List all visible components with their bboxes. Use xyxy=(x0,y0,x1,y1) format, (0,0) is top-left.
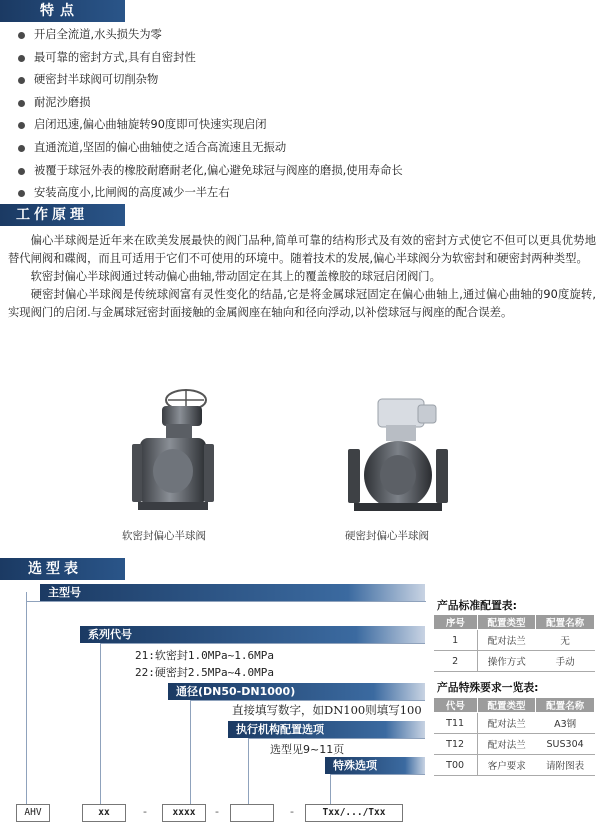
series-code-ribbon: 系列代号 xyxy=(80,626,425,643)
bullet-icon xyxy=(18,168,25,175)
selection-title: 选型表 xyxy=(28,561,82,577)
code-box-diameter: xxxx xyxy=(162,804,206,822)
features-title: 特点 xyxy=(40,3,80,19)
code-box-series: xx xyxy=(82,804,126,822)
principle-text xyxy=(8,232,596,322)
table-header-row: 序号 配置类型 配置名称 xyxy=(434,615,595,630)
feature-item: 安装高度小,比闸阀的高度减少一半左右 xyxy=(18,182,593,205)
ribbon-underline xyxy=(100,643,425,644)
principle-paragraph: 软密封偏心半球阀通过转动偏心曲轴,带动固定在其上的覆盖橡胶的球冠启闭阀门。 xyxy=(30,270,441,283)
separator-dash: - xyxy=(215,805,219,818)
soft-seal-caption: 软密封偏心半球阀 xyxy=(122,530,206,542)
actuator-ribbon: 执行机构配置选项 xyxy=(228,721,425,738)
code-box-special: Txx/.../Txx xyxy=(305,804,403,822)
bullet-icon xyxy=(18,122,25,129)
principle-paragraph: 偏心半球阀是近年来在欧美发展最快的阀门品种,简单可靠的结构形式及有效的密封方式使它不但可以更具优势地替代闸阀和碟阀，而且可适用于它们不可使用的环境中。随着技术的发展,偏心半球阀分为软密封和硬密封两种类型。 xyxy=(8,234,596,265)
feature-item: 启闭迅速,偏心曲轴旋转90度即可快速实现启闭 xyxy=(18,114,593,137)
table-header-row: 代号 配置类型 配置名称 xyxy=(434,698,595,713)
table-row: 2 操作方式 手动 xyxy=(434,651,595,672)
principle-title: 工作原理 xyxy=(16,207,88,223)
bullet-icon xyxy=(18,77,25,84)
connector-line xyxy=(190,688,191,804)
code-box-actuator xyxy=(230,804,274,822)
actuator-note: 选型见9~11页 xyxy=(270,743,345,756)
ribbon-underline xyxy=(248,738,425,739)
ribbon-underline xyxy=(330,774,425,775)
bullet-icon xyxy=(18,190,25,197)
std-config-table xyxy=(433,614,595,672)
bullet-icon xyxy=(18,32,25,39)
std-table-title: 产品标准配置表: xyxy=(437,599,517,612)
code-box-ahv: AHV xyxy=(16,804,50,822)
table-row: T12 配对法兰 SUS304 xyxy=(434,734,595,755)
special-ribbon: 特殊选项 xyxy=(325,757,425,774)
special-config-table xyxy=(433,697,595,776)
ribbon-underline xyxy=(26,601,426,602)
ribbon-underline xyxy=(190,700,425,701)
connector-line xyxy=(100,634,101,804)
principle-paragraph: 硬密封偏心半球阀是传统球阀富有灵性变化的结晶,它是将金属球冠固定在偏心曲轴上,通过偏心曲轴的90度旋转,实现阀门的启闭.与金属球冠密封面接触的金属阀座在轴向和径向浮动,以补偿球冠与阀座的配合误差。 xyxy=(8,288,596,319)
hard-seal-caption: 硬密封偏心半球阀 xyxy=(345,530,429,542)
separator-dash: - xyxy=(290,805,294,818)
feature-item: 耐泥沙磨损 xyxy=(18,92,593,115)
bullet-icon xyxy=(18,55,25,62)
feature-list xyxy=(18,24,593,205)
diameter-note: 直接填写数字，如DN100则填写100 xyxy=(232,703,422,717)
separator-dash: - xyxy=(143,805,147,818)
feature-item: 开启全流道,水头损失为零 xyxy=(18,24,593,47)
diameter-ribbon: 通径(DN50-DN1000) xyxy=(168,683,425,700)
table-row: T11 配对法兰 A3钢 xyxy=(434,713,595,734)
soft-seal-valve-image xyxy=(118,378,228,513)
bullet-icon xyxy=(18,100,25,107)
table-row: T00 客户要求 请附图表 xyxy=(434,755,595,776)
hard-seal-valve-image xyxy=(338,395,453,513)
feature-item: 直通流道,坚固的偏心曲轴使之适合高流速且无振动 xyxy=(18,137,593,160)
series-22-text: 22:硬密封2.5MPa~4.0MPa xyxy=(135,666,274,679)
series-21-text: 21:软密封1.0MPa~1.6MPa xyxy=(135,649,274,662)
feature-item: 最可靠的密封方式,具有自密封性 xyxy=(18,47,593,70)
connector-line xyxy=(26,592,27,804)
main-model-ribbon: 主型号 xyxy=(40,584,425,601)
feature-item: 被覆于球冠外表的橡胶耐磨耐老化,偏心避免球冠与阀座的磨损,使用寿命长 xyxy=(18,160,593,183)
feature-item: 硬密封半球阀可切削杂物 xyxy=(18,69,593,92)
bullet-icon xyxy=(18,145,25,152)
table-row: 1 配对法兰 无 xyxy=(434,630,595,651)
special-table-title: 产品特殊要求一览表: xyxy=(437,681,539,694)
